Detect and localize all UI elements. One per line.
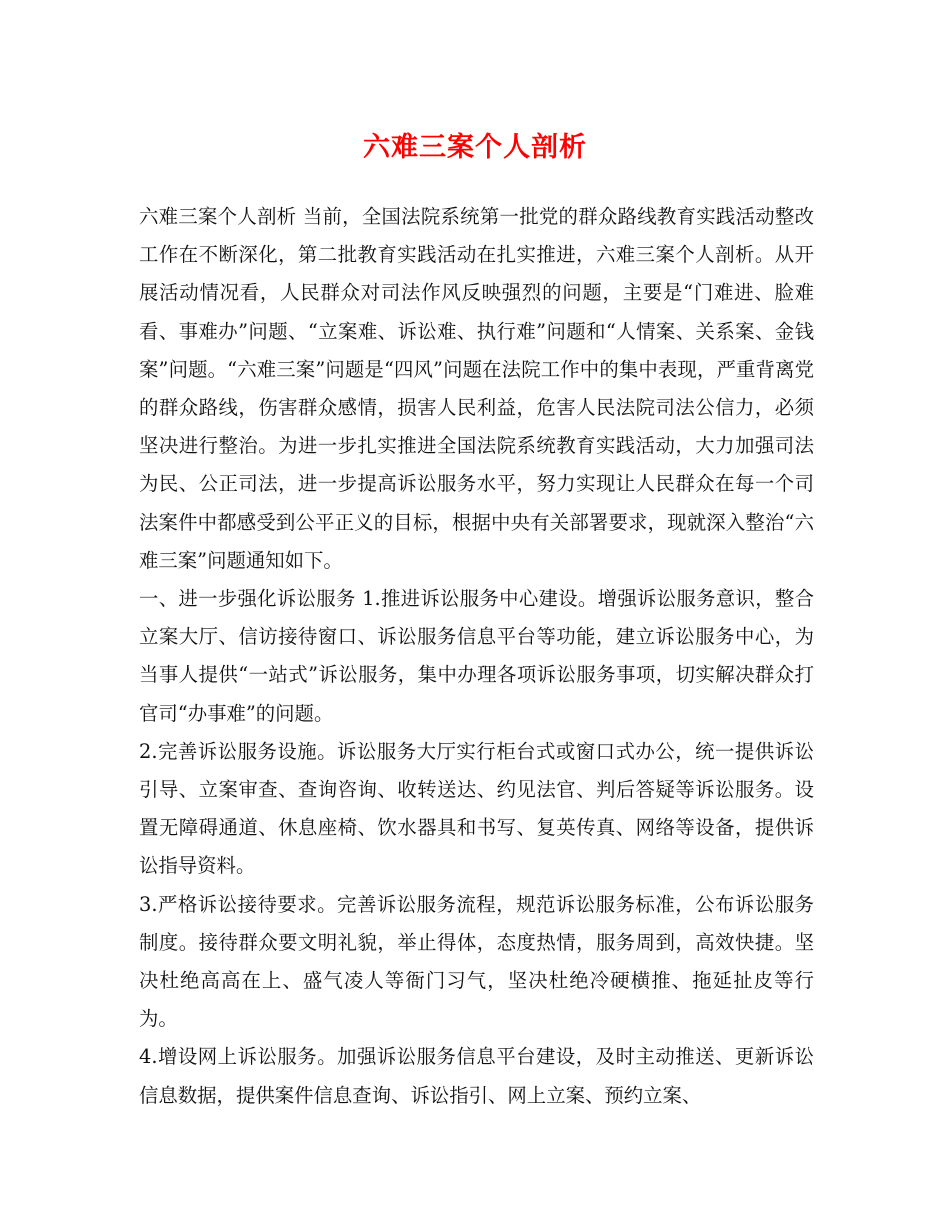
paragraph-intro: 六难三案个人剖析 当前，全国法院系统第一批党的群众路线教育实践活动整改工作在不断深化，第二批教育实践活动在扎实推进，六难三案个人剖析。从开展活动情况看，人民群众对司法作风反映强烈的问题，主要是“门难进、脸难看、事难办”问题、“立案难、诉讼难、执行难”问题和“人情案、关系案、金钱案”问题。“六难三案”问题是“四风”问题在法院工作中的集中表现，严重背离党的群众路线，伤害群众感情，损害人民利益，危害人民法院司法公信力，必须坚决进行整治。为进一步扎实推进全国法院系统教育实践活动，大力加强司法为民、公正司法，进一步提高诉讼服务水平，努力实现让人民群众在每一个司法案件中都感受到公平正义的目标，根据中央有关部署要求，现就深入整治“六难三案”问题通知如下。 bbox=[139, 205, 814, 572]
paragraph-item-4: 4.增设网上诉讼服务。加强诉讼服务信息平台建设，及时主动推送、更新诉讼信息数据，提供案件信息查询、诉讼指引、网上立案、预约立案、 bbox=[139, 1045, 814, 1107]
document-title: 六难三案个人剖析 bbox=[363, 132, 587, 163]
paragraph-item-3: 3.严格诉讼接待要求。完善诉讼服务流程，规范诉讼服务标准，公布诉讼服务制度。接待群众要文明礼貌，举止得体，态度热情，服务周到，高效快捷。坚决杜绝高高在上、盛气凌人等衙门习气，坚决杜绝冷硬横推、拖延扯皮等行为。 bbox=[139, 892, 814, 1031]
paragraph-section-1: 一、进一步强化诉讼服务 1.推进诉讼服务中心建设。增强诉讼服务意识，整合立案大厅、信访接待窗口、诉讼服务信息平台等功能，建立诉讼服务中心，为当事人提供“一站式”诉讼服务，集中办理各项诉讼服务事项，切实解决群众打官司“办事难”的问题。 bbox=[139, 587, 814, 725]
paragraph-item-2: 2.完善诉讼服务设施。诉讼服务大厅实行柜台式或窗口式办公，统一提供诉讼引导、立案审查、查询咨询、收转送达、约见法官、判后答疑等诉讼服务。设置无障碍通道、休息座椅、饮水器具和书写、复英传真、网络等设备，提供诉讼指导资料。 bbox=[139, 739, 814, 878]
document-body bbox=[139, 198, 814, 1115]
